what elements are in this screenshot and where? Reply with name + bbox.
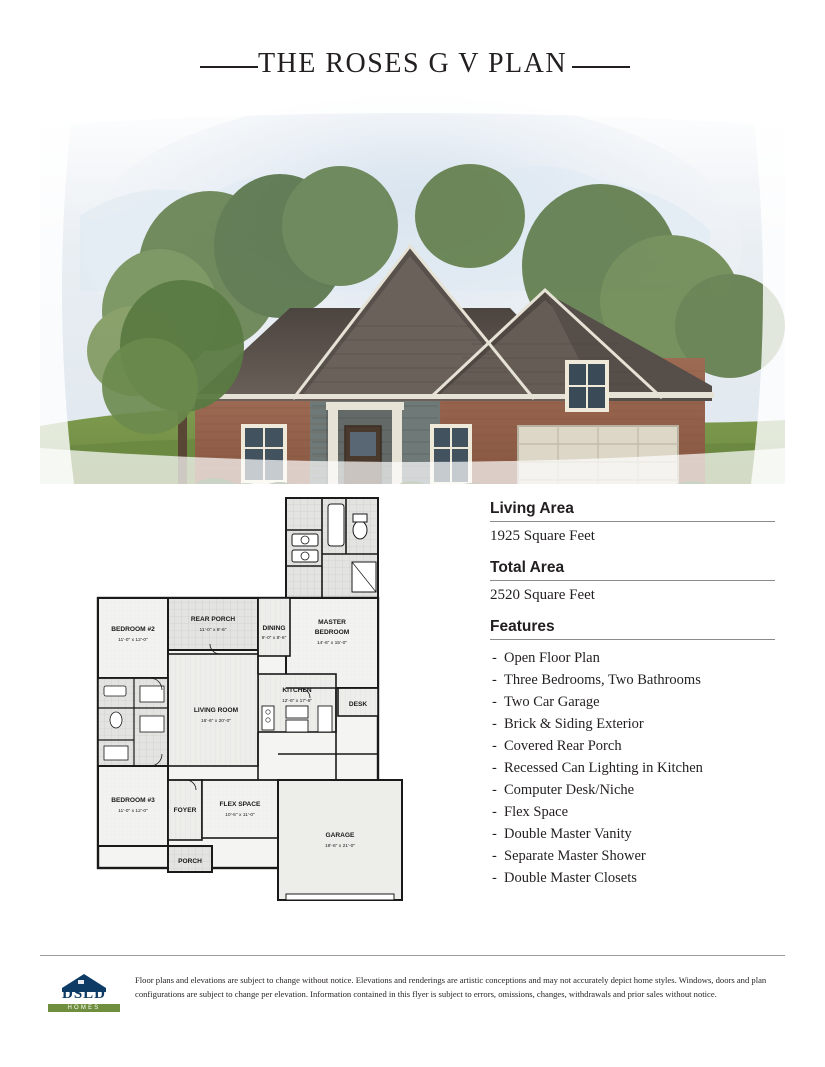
page-title: THE ROSES G V PLAN bbox=[257, 48, 568, 79]
svg-text:LIVING ROOM: LIVING ROOM bbox=[193, 707, 239, 714]
front-elevation-rendering bbox=[40, 96, 785, 484]
living-area-rule bbox=[490, 521, 775, 522]
svg-text:KITCHEN: KITCHEN bbox=[282, 687, 312, 694]
feature-item: - Double Master Vanity bbox=[490, 823, 775, 845]
svg-text:11'-0" x 12'-0": 11'-0" x 12'-0" bbox=[118, 638, 148, 643]
svg-text:10'-6" x 11'-0": 10'-6" x 11'-0" bbox=[225, 813, 255, 818]
footer bbox=[40, 968, 785, 1038]
svg-text:FOYER: FOYER bbox=[173, 807, 197, 814]
title-rule-right bbox=[572, 66, 630, 68]
svg-text:9'-0" x 8'-6": 9'-0" x 8'-6" bbox=[261, 636, 287, 641]
disclaimer-text: Floor plans and elevations are subject to change without notice. Elevations and renderings are artistic conceptions and may not accurately depict home styles. Windows, doors and plan configurations are subject to change per elevation. Information contained in this flyer is subject to errors, omissions, changes, withdrawals and prior sales without notice. bbox=[135, 975, 767, 999]
title-rule-left bbox=[200, 66, 258, 68]
living-area-heading: Living Area bbox=[490, 500, 574, 517]
svg-text:BEDROOM #2: BEDROOM #2 bbox=[111, 626, 155, 633]
logo-wordmark: DSLD bbox=[61, 986, 106, 1002]
svg-text:REAR PORCH: REAR PORCH bbox=[190, 616, 236, 623]
total-area-value: 2520 Square Feet bbox=[490, 587, 595, 603]
feature-item: - Open Floor Plan bbox=[490, 647, 775, 669]
feature-item: - Three Bedrooms, Two Bathrooms bbox=[490, 669, 775, 691]
page-title-block bbox=[0, 48, 825, 80]
svg-text:BEDROOM #3: BEDROOM #3 bbox=[111, 797, 155, 804]
feature-item: - Recessed Can Lighting in Kitchen bbox=[490, 757, 775, 779]
logo-subtext: HOMES bbox=[48, 1004, 120, 1012]
svg-text:11'-0" x 12'-0": 11'-0" x 12'-0" bbox=[118, 809, 148, 814]
features-rule bbox=[490, 639, 775, 640]
footer-divider bbox=[40, 955, 785, 956]
floor-plan bbox=[90, 490, 470, 930]
feature-item: - Double Master Closets bbox=[490, 867, 775, 889]
living-area-value: 1925 Square Feet bbox=[490, 528, 595, 544]
feature-item: - Computer Desk/Niche bbox=[490, 779, 775, 801]
specifications-panel bbox=[490, 500, 775, 889]
feature-item: - Brick & Siding Exterior bbox=[490, 713, 775, 735]
svg-text:19'-6" x 21'-0": 19'-6" x 21'-0" bbox=[324, 844, 356, 849]
svg-text:BEDROOM: BEDROOM bbox=[314, 629, 350, 636]
svg-text:MASTER: MASTER bbox=[318, 619, 346, 626]
svg-text:11'-0" x 8'-6": 11'-0" x 8'-6" bbox=[199, 628, 227, 633]
svg-text:16'-6" x 20'-0": 16'-6" x 20'-0" bbox=[200, 719, 232, 724]
svg-text:12'-6" x 17'-6": 12'-6" x 17'-6" bbox=[281, 699, 313, 704]
svg-text:PORCH: PORCH bbox=[178, 858, 202, 865]
svg-text:GARAGE: GARAGE bbox=[325, 832, 355, 839]
feature-item: - Flex Space bbox=[490, 801, 775, 823]
feature-item: - Covered Rear Porch bbox=[490, 735, 775, 757]
features-heading: Features bbox=[490, 618, 555, 635]
features-list bbox=[490, 647, 775, 889]
total-area-heading: Total Area bbox=[490, 559, 565, 576]
svg-text:DINING: DINING bbox=[262, 625, 286, 632]
svg-text:14'-6" x 15'-0": 14'-6" x 15'-0" bbox=[316, 641, 348, 646]
svg-text:FLEX SPACE: FLEX SPACE bbox=[219, 801, 261, 808]
feature-item: - Two Car Garage bbox=[490, 691, 775, 713]
feature-item: - Separate Master Shower bbox=[490, 845, 775, 867]
total-area-rule bbox=[490, 580, 775, 581]
svg-text:DESK: DESK bbox=[348, 701, 368, 708]
